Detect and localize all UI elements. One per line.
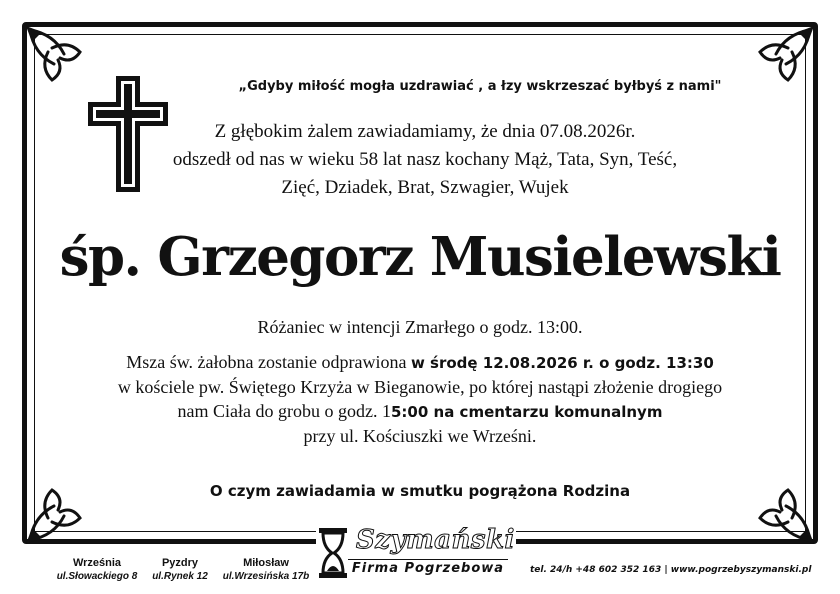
location-address: ul.Wrzesińska 17b (222, 571, 310, 582)
location-city: Pyzdry (161, 557, 199, 569)
intro-line: Zięć, Dziadek, Brat, Szwagier, Wujek (281, 177, 569, 198)
announcement-intro (150, 118, 700, 202)
location-miloslaw (220, 557, 312, 583)
location-pyzdry (148, 557, 212, 583)
intro-line: Z głębokim żalem zawiadamiamy, że dnia 07.08.2026r. (214, 121, 636, 142)
mass-info (60, 350, 780, 448)
quote: „Gdyby miłość mogła uzdrawiać , a łzy wskrzeszać byłbyś z nami" (238, 79, 722, 94)
intro-line: odszedł od nas w wieku 58 lat nasz kochany Mąż, Tata, Syn, Teść, (172, 149, 678, 170)
brand-subtitle: Firma Pogrzebowa (348, 559, 508, 576)
location-address: ul.Rynek 12 (152, 571, 208, 582)
mass-date: w środę 12.08.2026 r. o godz. 13:30 (410, 354, 714, 372)
mass-line: przy ul. Kościuszki we Wrześni. (303, 426, 537, 446)
mass-line (60, 350, 780, 375)
family-signature: O czym zawiadamia w smutku pogrążona Rodzina (209, 482, 631, 500)
hourglass-icon (318, 527, 348, 579)
mass-line (60, 399, 780, 424)
burial-time: 5:00 na cmentarzu komunalnym (391, 403, 663, 421)
floral-corner-icon (24, 24, 94, 94)
location-address: ul.Słowackiego 8 (56, 571, 138, 582)
mass-text: nam Ciała do grobu o godz. 1 (177, 401, 391, 421)
location-city: Września (72, 557, 122, 569)
location-city: Miłosław (243, 557, 289, 569)
deceased-name: śp. Grzegorz Musielewski (59, 226, 781, 288)
location-wrzesnia (52, 557, 142, 583)
contact-info: tel. 24/h +48 602 352 163 | www.pogrzebyszymanski.pl (530, 565, 812, 575)
mass-text: Msza św. żałobna zostanie odprawiona (126, 352, 411, 372)
rosary-info: Różaniec w intencji Zmarłego o godz. 13:00. (257, 317, 583, 337)
mass-line: w kościele pw. Świętego Krzyża w Bieganowie, po której nastąpi złożenie drogiego (117, 377, 723, 397)
company-logo (316, 523, 516, 583)
brand-name: Szymański (356, 525, 515, 555)
